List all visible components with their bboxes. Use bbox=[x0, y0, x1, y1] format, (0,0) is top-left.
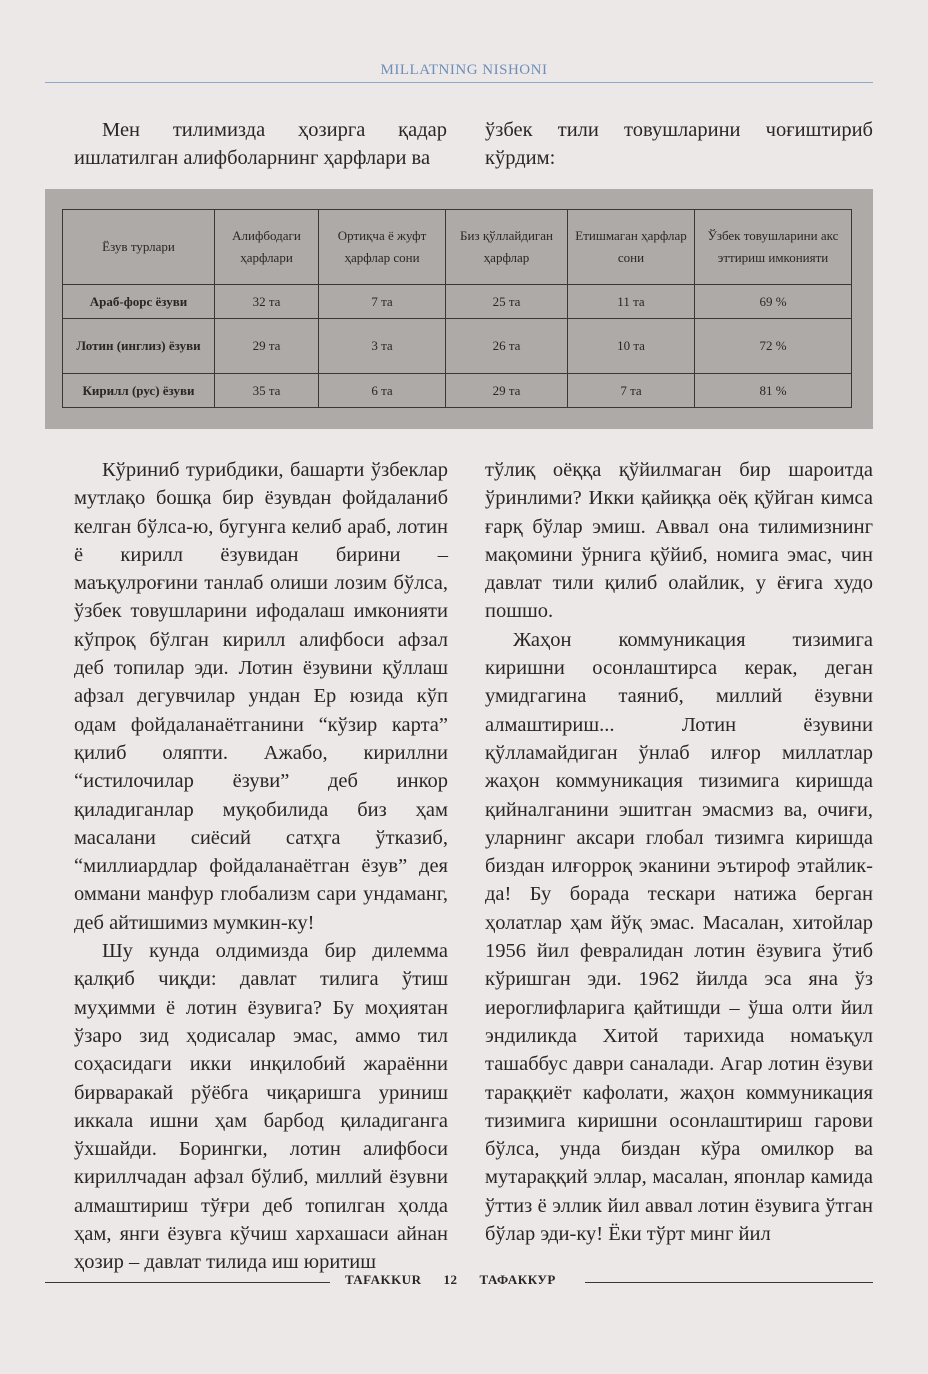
table-header-cell: Етишмаган ҳарфлар сони bbox=[568, 210, 695, 285]
table-cell: 29 та bbox=[446, 374, 568, 408]
table-cell: 10 та bbox=[568, 319, 695, 374]
running-header: MILLATNING NISHONI bbox=[380, 62, 548, 78]
table-cell: Кирилл (рус) ёзуви bbox=[63, 374, 215, 408]
paragraph: тўлиқ оёққа қўйилмаган бир шароитда ўринлими? Икки қайиққа оёқ қўйган кимса ғарқ бўлар эмиш. Аввал она тилимизнинг мақомини ўрнига қўйиб, номига эмас, чин давлат тили қилиб олайлик, у ёғига худо пошшо. bbox=[485, 459, 873, 623]
table-header-cell: Ортиқча ё жуфт ҳарфлар сони bbox=[319, 210, 446, 285]
table-header-cell: Алифбодаги ҳарфлари bbox=[215, 210, 319, 285]
footer-text bbox=[345, 1272, 556, 1288]
table-row bbox=[63, 374, 852, 408]
footer-magazine-cyrillic: ТАФАККУР bbox=[479, 1272, 556, 1287]
table-header-cell: Ўзбек товушларини акс эттириш имконияти bbox=[695, 210, 852, 285]
table-cell: 6 та bbox=[319, 374, 446, 408]
table-cell: 81 % bbox=[695, 374, 852, 408]
paragraph: Кўриниб турибдики, башарти ўзбеклар мутлақо бошқа бир ёзувдан фойдаланиб келган бўлса-ю, бугунга келиб араб, лотин ё кирилл ёзувидан бирини – маъқулроғини танлаб олиши лозим бўлса, ўзбек товушларини ифодалаш имконияти кўпроқ бўлган кирилл алифбоси афзал деб топилар эди. Лотин ёзувини қўллаш афзал дегувчилар ундан Ер юзида кўп одам фойдаланаётганини “кўзир карта” қилиб оляпти. Ажабо, кириллни “истилочилар ёзуви” деб инкор қиладиганлар муқобилида биз ҳам масалани сиёсий сатҳга ўтказиб, “миллиардлар фойдаланаётган ёзув” дея оммани манфур глобализм сари ундаманг, деб айтишимиз мумкин-ку! bbox=[74, 459, 448, 934]
table-header-cell: Биз қўллайдиган ҳарфлар bbox=[446, 210, 568, 285]
table-cell: 26 та bbox=[446, 319, 568, 374]
body-right-column bbox=[485, 456, 873, 1248]
header-rule bbox=[45, 82, 873, 83]
table-row bbox=[63, 319, 852, 374]
table-cell: 32 та bbox=[215, 285, 319, 319]
table-cell: 11 та bbox=[568, 285, 695, 319]
alphabet-comparison-table bbox=[62, 209, 852, 408]
intro-left bbox=[74, 116, 447, 173]
table-cell: 25 та bbox=[446, 285, 568, 319]
table-header-cell: Ёзув турлари bbox=[63, 210, 215, 285]
intro-left-text: Мен тилимизда ҳозирга қадар ишлатилган алифболарнинг ҳарфлари ва bbox=[74, 119, 447, 170]
page-number: 12 bbox=[443, 1272, 458, 1287]
table-cell: 35 та bbox=[215, 374, 319, 408]
footer-magazine-latin: TAFAKKUR bbox=[345, 1272, 422, 1287]
table-cell: Араб-форс ёзуви bbox=[63, 285, 215, 319]
paragraph: Жаҳон коммуникация тизимига киришни осонлаштирса керак, деган умидгагина таяниб, миллий ёзувни алмаштириш... Лотин ёзувини қўлламайдиган ўнлаб илғор миллатлар жаҳон коммуникация тизимига киришда қийналганини эшитган эмасмиз ва, очиғи, уларнинг аксари глобал тизимга киришда биздан илғорроқ эканини эътироф этайлик-да! Бу борада тескари натижа берган ҳолатлар ҳам йўқ эмас. Масалан, хитойлар 1956 йил февралидан лотин ёзувига ўтиб кўришган эди. 1962 йилда эса яна ўз иероглифларига қайтишди – ўша олти йил эндиликда Хитой тарихида номаъқул ташаббус даври саналади. Агар лотин ёзуви тараққиёт кафолати, жаҳон коммуникация тизимига киришни осонлаштириш гарови бўлса, унда биздан кўра омилкор ва мутараққий эллар, масалан, японлар камида ўттиз ё эллик йил аввал лотин ёзувига ўтган бўлар эди-ку! Ёки тўрт минг йил bbox=[485, 628, 873, 1246]
table-cell: 7 та bbox=[319, 285, 446, 319]
table-cell: 7 та bbox=[568, 374, 695, 408]
table-cell: 72 % bbox=[695, 319, 852, 374]
table-header-row bbox=[63, 210, 852, 285]
footer-rule bbox=[45, 1282, 330, 1283]
intro-right bbox=[485, 116, 873, 173]
footer-rule bbox=[585, 1282, 873, 1283]
body-left-column bbox=[74, 456, 448, 1277]
table-cell: Лотин (инглиз) ёзуви bbox=[63, 319, 215, 374]
table-panel bbox=[45, 189, 873, 429]
table-row bbox=[63, 285, 852, 319]
table-cell: 29 та bbox=[215, 319, 319, 374]
page-footer bbox=[0, 1272, 928, 1292]
intro-right-text: ўзбек тили товушларини чоғиштириб кўрдим: bbox=[485, 119, 873, 170]
table-cell: 69 % bbox=[695, 285, 852, 319]
paragraph: Шу кунда олдимизда бир дилемма қалқиб чиқди: давлат тилига ўтиш муҳимми ё лотин ёзувига? Бу моҳиятан ўзаро зид ҳодисалар эмас, аммо тил соҳасидаги икки инқилобий жараённи бирваракай рўёбга чиқаришга уриниш иккала ишни ҳам барбод қиладиганга ўхшайди. Борингки, лотин алифбоси кириллчадан афзал бўлиб, миллий ёзувни алмаштириш тўғри деб топилган ҳолда ҳам, янги ёзувга кўчиш хархашаси айнан ҳозир – давлат тилида иш юритиш bbox=[74, 940, 448, 1274]
table-cell: 3 та bbox=[319, 319, 446, 374]
